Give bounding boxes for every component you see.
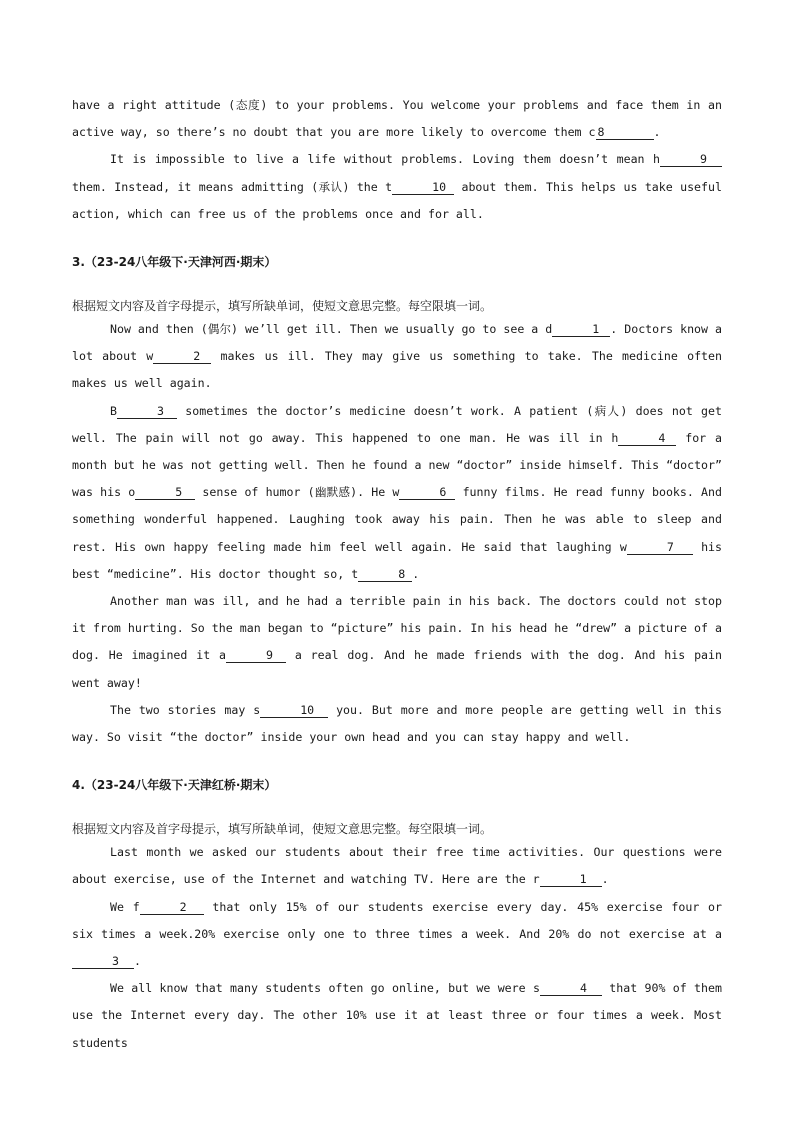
answer-blank[interactable]: 1 (540, 872, 602, 887)
answer-blank[interactable]: 4 (618, 431, 676, 446)
text: We f (110, 899, 140, 914)
text: about them. This helps us take useful action, which can free us of the problems once and for all. (72, 179, 722, 221)
paragraph (72, 588, 722, 697)
answer-blank[interactable]: 2 (153, 349, 211, 364)
text: his best “medicine”. His doctor thought so, t (72, 539, 723, 581)
paragraph (72, 316, 722, 398)
document-page (72, 92, 722, 1057)
answer-blank[interactable]: 5 (135, 485, 195, 500)
text: for a month but he was not getting well. Then he found a new “doctor” inside himself. This “doctor” was his o (72, 430, 722, 500)
answer-blank[interactable]: 3 (72, 954, 134, 969)
text: . Doctors know a lot about w (72, 322, 722, 364)
text: sense of humor (幽默感). He w (195, 485, 400, 500)
answer-blank[interactable]: 2 (140, 900, 204, 915)
text: a real dog. And he made friends with the dog. And his pain went away! (72, 648, 722, 690)
text: The two stories may s (110, 702, 261, 717)
paragraph (72, 894, 722, 976)
text: . (134, 954, 141, 969)
paragraph (72, 92, 722, 146)
text: makes us ill. They may give us something to take. The medicine often makes us well again. (72, 349, 723, 391)
text: funny films. He read funny books. And something wonderful happened. Laughing took away his pain. Then he was able to sleep and rest. His own happy feeling made him feel well again. He said that laughing w (72, 485, 722, 554)
text: Last month we asked our students about their free time activities. Our questions were about exercise, use of the Internet and watching TV. Here are the r (72, 845, 722, 887)
answer-blank[interactable]: 3 (117, 404, 177, 419)
text: them. Instead, it means admitting (承认) the t (72, 179, 393, 194)
text: sometimes the doctor’s medicine doesn’t work. A patient (病人) does not get well. The pain will not go away. This happened to one man. He was ill in h (72, 403, 722, 445)
text: Now and then (偶尔) we’ll get ill. Then we usually go to see a d (110, 322, 553, 337)
text: It is impossible to live a life without problems. Loving them doesn’t mean h (110, 152, 660, 167)
text: Another man was ill, and he had a terrible pain in his back. The doctors could not stop it from hurting. So the man began to “picture” his pain. In his head he “drew” a picture of a dog. He imagined it a (72, 594, 722, 663)
answer-blank[interactable]: 7 (627, 540, 693, 555)
question-instruction: 根据短文内容及首字母提示，填写所缺单词，使短文意思完整。每空限填一词。 (72, 299, 493, 314)
text: We all know that many students often go online, but we were s (110, 981, 540, 996)
text: . (653, 125, 661, 140)
paragraph (72, 398, 722, 588)
answer-blank[interactable]: 4 (540, 981, 602, 996)
question-heading: 4.（23-24八年级下·天津红桥·期末） (72, 778, 277, 793)
paragraph (72, 146, 722, 228)
paragraph (72, 697, 722, 751)
question-instruction: 根据短文内容及首字母提示，填写所缺单词，使短文意思完整。每空限填一词。 (72, 822, 493, 837)
answer-blank[interactable]: 9 (660, 152, 722, 167)
text: that 90% of them use the Internet every day. The other 10% use it at least three or four times a week. Most students (72, 981, 722, 1050)
answer-blank[interactable]: 10 (392, 180, 454, 195)
paragraph (72, 975, 722, 1057)
answer-blank[interactable]: 9 (226, 648, 286, 663)
question-heading: 3.（23-24八年级下·天津河西·期末） (72, 255, 277, 270)
text: you. But more and more people are getting well in this way. So visit “the doctor” inside your own head and you can stay happy and well. (72, 702, 722, 745)
text: . (412, 566, 420, 581)
paragraph (72, 839, 722, 893)
answer-blank[interactable]: 1 (552, 322, 610, 337)
text: that only 15% of our students exercise every day. 45% exercise four or six times a week.20% exercise only one to three times a week. And 20% do not exercise at a (72, 899, 722, 941)
answer-blank[interactable]: 8 (596, 125, 654, 140)
answer-blank[interactable]: 6 (399, 485, 455, 500)
text: have a right attitude (态度) to your problems. You welcome your problems and face them in an active way, so there’s no doubt that you are more likely to overcome them c (72, 98, 722, 140)
text: B (110, 403, 117, 418)
text: . (601, 872, 609, 887)
answer-blank[interactable]: 8 (358, 567, 412, 582)
answer-blank[interactable]: 10 (260, 703, 328, 718)
